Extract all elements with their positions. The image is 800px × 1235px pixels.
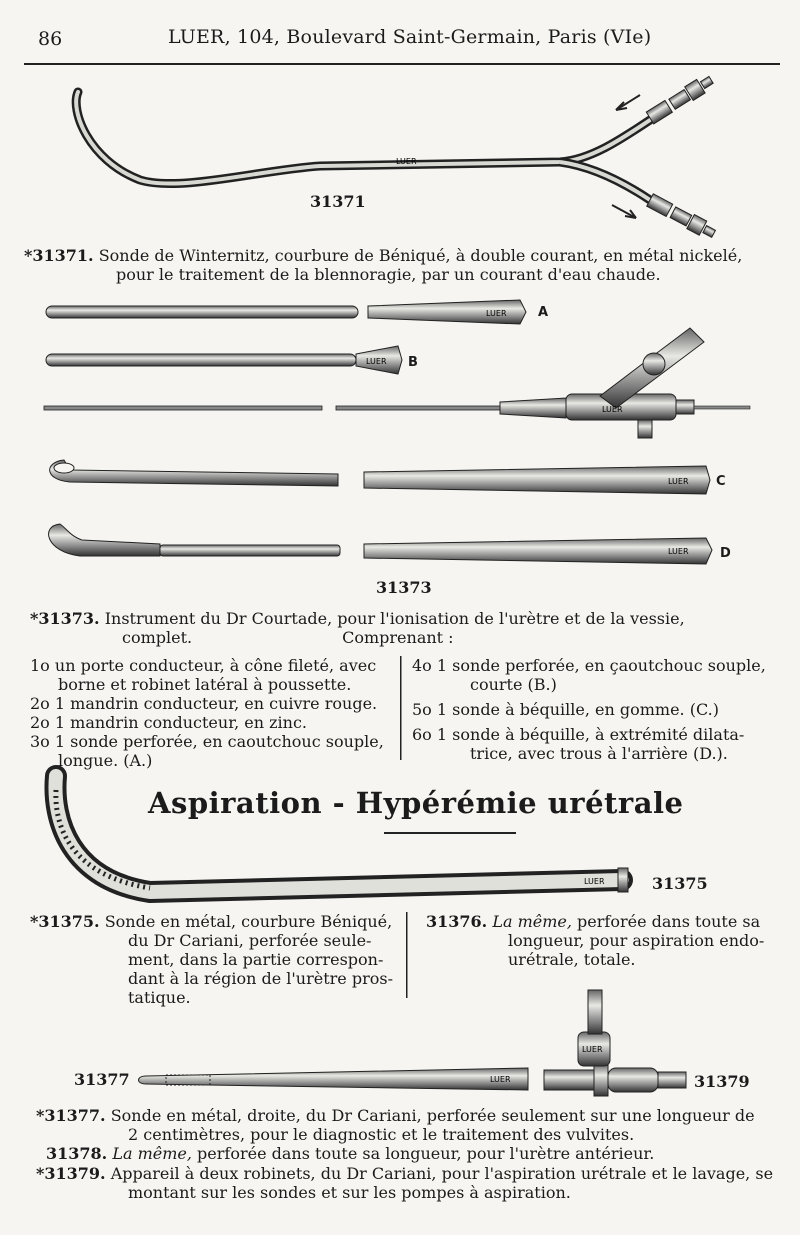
item-text: Sonde de Winternitz, courbure de Béniqué, à double courant, en métal nickelé, — [98, 246, 743, 265]
list-item: longue. (A.) — [58, 751, 153, 770]
item-emphasis: La même, — [112, 1144, 192, 1163]
comprenant-label: Comprenant : — [342, 628, 454, 647]
engraving-mark: LUER — [582, 1045, 603, 1054]
part-letter-c: C — [716, 474, 726, 489]
courtade-mandrin — [44, 328, 750, 438]
item-number: *31379. — [36, 1164, 106, 1183]
item-31373-left-column — [30, 656, 398, 770]
item-text: du Dr Cariani, perforée seule- — [128, 931, 372, 950]
item-31378 — [46, 1144, 786, 1163]
item-text: Instrument du Dr Courtade, pour l'ionisation de l'urètre et de la vessie, — [104, 609, 685, 628]
item-text: montant sur les sondes et sur les pompes à aspiration. — [128, 1183, 571, 1202]
list-item: 2o 1 mandrin conducteur, en zinc. — [30, 713, 308, 732]
item-number: *31377. — [36, 1106, 106, 1125]
courtade-sonde-a — [46, 300, 526, 324]
item-text: urétrale, totale. — [508, 950, 636, 969]
column-separator — [406, 912, 408, 998]
item-text: Sonde en métal, courbure Béniqué, — [104, 912, 393, 931]
item-text: ment, dans la partie correspon- — [128, 950, 384, 969]
page-number: 86 — [38, 28, 63, 50]
section-heading: Aspiration - Hypérémie urétrale — [148, 786, 684, 820]
engraving-mark: LUER — [490, 1075, 511, 1084]
item-number: *31371. — [24, 246, 94, 265]
item-text: tatique. — [128, 988, 191, 1007]
list-item: 2o 1 mandrin conducteur, en cuivre rouge. — [30, 694, 378, 713]
item-number: 31378. — [46, 1144, 108, 1163]
item-emphasis: La même, — [492, 912, 572, 931]
item-text: perforée dans toute sa — [577, 912, 761, 931]
item-number: 31376. — [426, 912, 488, 931]
item-text: complet. — [122, 628, 193, 647]
item-text: Appareil à deux robinets, du Dr Cariani, pour l'aspiration urétrale et le lavage, se — [110, 1164, 774, 1183]
item-text: pour le traitement de la blennoragie, par un courant d'eau chaude. — [116, 265, 661, 284]
running-head: LUER, 104, Boulevard Saint-Germain, Paris (VIe) — [168, 26, 652, 48]
item-text: perforée dans toute sa longueur, pour l'urètre antérieur. — [197, 1144, 655, 1163]
list-item: 3o 1 sonde perforée, en caoutchouc souple, — [30, 732, 384, 751]
engraving-mark: LUER — [486, 309, 507, 318]
list-item: 5o 1 sonde à béquille, en gomme. (C.) — [412, 700, 719, 719]
item-31379 — [36, 1164, 786, 1202]
item-text: dant à la région de l'urètre pros- — [128, 969, 393, 988]
item-number: *31375. — [30, 912, 100, 931]
courtade-sonde-d — [49, 524, 712, 564]
straight-sonde-illustration — [139, 1068, 529, 1090]
item-31371 — [24, 246, 784, 284]
engraving-mark: LUER — [602, 405, 623, 414]
item-31377 — [36, 1106, 786, 1144]
part-letter-d: D — [720, 546, 731, 561]
item-text: 2 centimètres, pour le diagnostic et le traitement des vulvites. — [128, 1125, 635, 1144]
item-31373 — [30, 609, 780, 647]
list-item: 1o un porte conducteur, à cône fileté, avec — [30, 656, 377, 675]
courtade-sonde-b — [46, 346, 402, 374]
engraving-mark: LUER — [668, 547, 689, 556]
figure-number-31377: 31377 — [74, 1070, 130, 1089]
list-item: 4o 1 sonde perforée, en çaoutchouc souple, — [412, 656, 766, 675]
item-text: Sonde en métal, droite, du Dr Cariani, perforée seulement sur une longueur de — [110, 1106, 755, 1125]
part-letter-b: B — [408, 355, 418, 370]
item-31373-right-column — [412, 656, 784, 763]
engraving-mark: LUER — [668, 477, 689, 486]
list-item: trice, avec trous à l'arrière (D.). — [470, 744, 728, 763]
two-tap-apparatus-illustration — [544, 990, 686, 1096]
figure-number-31375: 31375 — [652, 874, 708, 893]
engraving-mark: LUER — [366, 357, 387, 366]
figure-number-31371: 31371 — [310, 192, 366, 211]
list-item: courte (B.) — [470, 675, 557, 694]
engraving-mark: LUER — [396, 157, 417, 166]
courtade-sonde-c — [50, 460, 710, 494]
item-31375 — [30, 912, 400, 1007]
figure-number-31379: 31379 — [694, 1072, 750, 1091]
item-31376 — [426, 912, 786, 969]
heading-rule — [384, 832, 516, 834]
list-item: 6o 1 sonde à béquille, à extrémité dilata- — [412, 725, 745, 744]
part-letter-a: A — [538, 305, 549, 320]
list-item: borne et robinet latéral à poussette. — [58, 675, 352, 694]
engraving-mark: LUER — [584, 877, 605, 886]
item-text: longueur, pour aspiration endo- — [508, 931, 765, 950]
column-separator — [400, 656, 402, 760]
item-number: *31373. — [30, 609, 100, 628]
figure-number-31373: 31373 — [376, 578, 432, 597]
